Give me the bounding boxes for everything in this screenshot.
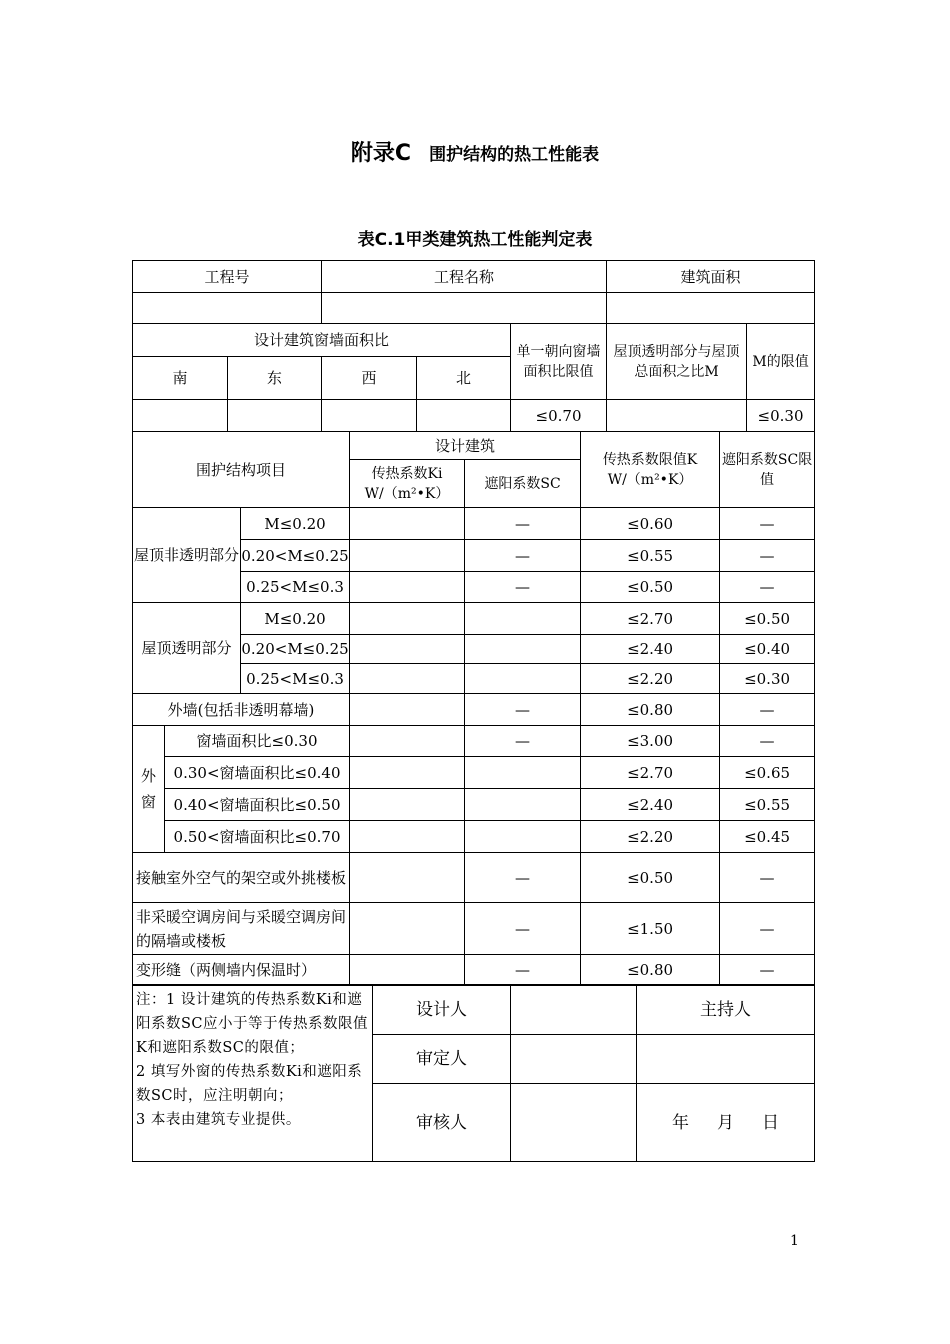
sc-input[interactable] — [465, 635, 581, 664]
ki-input[interactable] — [350, 726, 465, 757]
single-limit-value: ≤0.70 — [511, 400, 607, 432]
k-limit-value: ≤0.50 — [581, 572, 720, 603]
sc-limit-value: — — [720, 726, 815, 757]
roof-ratio-value[interactable] — [607, 400, 747, 432]
k-limit-value: ≤0.80 — [581, 955, 720, 985]
page-number: 1 — [790, 1233, 799, 1249]
sc-input[interactable] — [465, 664, 581, 694]
approver-label: 审定人 — [373, 1035, 511, 1084]
sc-limit-value: — — [720, 508, 815, 540]
external-window-char-1: 外 — [140, 767, 156, 785]
row-sub: 0.25<M≤0.3 — [241, 572, 350, 603]
external-window-label — [133, 726, 165, 853]
month-label: 月 — [717, 1112, 734, 1133]
project-no-header: 工程号 — [133, 261, 322, 293]
k-limit-value: ≤2.40 — [581, 635, 720, 664]
designer-label: 设计人 — [373, 986, 511, 1035]
sc-input[interactable] — [465, 603, 581, 635]
supervisor-field[interactable] — [637, 1035, 815, 1084]
sc-limit-value: — — [720, 853, 815, 903]
m-limit-header: M的限值 — [747, 324, 815, 400]
row-sub: 0.25<M≤0.3 — [241, 664, 350, 694]
k-limit-value: ≤3.00 — [581, 726, 720, 757]
ki-input[interactable] — [350, 955, 465, 985]
ki-header — [350, 460, 465, 508]
row-sub: M≤0.20 — [241, 603, 350, 635]
sc-input[interactable] — [465, 789, 581, 821]
building-area-value[interactable] — [607, 293, 815, 324]
sc-header: 遮阳系数SC — [465, 460, 581, 508]
project-no-value[interactable] — [133, 293, 322, 324]
row-sub: 0.30<窗墙面积比≤0.40 — [165, 757, 350, 789]
project-header-table — [132, 260, 815, 432]
row-sub: 非采暖空调房间与采暖空调房间的隔墙或楼板 — [133, 903, 350, 955]
row-sub: 0.20<M≤0.25 — [241, 635, 350, 664]
approver-field[interactable] — [511, 1035, 637, 1084]
table-caption: 表C.1甲类建筑热工性能判定表 — [357, 230, 593, 250]
sc-limit-value: — — [720, 572, 815, 603]
note-1: 注：1 设计建筑的传热系数Ki和遮阳系数SC应小于等于传热系数限值K和遮阳系数SC的限值； — [136, 992, 369, 1056]
sc-limit-value: ≤0.30 — [720, 664, 815, 694]
sc-limit-value: ≤0.65 — [720, 757, 815, 789]
row-sub: 接触室外空气的架空或外挑楼板 — [133, 853, 350, 903]
note-3: 3 本表由建筑专业提供。 — [136, 1112, 301, 1128]
k-limit-unit: W/（m²•K） — [607, 471, 693, 488]
roof-transparent-label: 屋顶透明部分 — [133, 603, 241, 694]
m-limit-value: ≤0.30 — [747, 400, 815, 432]
east-header: 东 — [228, 357, 322, 400]
ki-input[interactable] — [350, 635, 465, 664]
signature-table — [132, 985, 815, 1162]
note-2: 2 填写外窗的传热系数Ki和遮阳系数SC时，应注明朝向； — [136, 1064, 363, 1104]
row-sub: 窗墙面积比≤0.30 — [165, 726, 350, 757]
ki-input[interactable] — [350, 572, 465, 603]
design-ratio-title: 设计建筑窗墙面积比 — [133, 324, 511, 357]
project-name-header: 工程名称 — [322, 261, 607, 293]
sc-limit-value: ≤0.40 — [720, 635, 815, 664]
sc-input[interactable] — [465, 757, 581, 789]
ki-input[interactable] — [350, 757, 465, 789]
k-limit-value: ≤2.70 — [581, 757, 720, 789]
ki-input[interactable] — [350, 789, 465, 821]
sc-limit-value: ≤0.45 — [720, 821, 815, 853]
row-sub: 0.40<窗墙面积比≤0.50 — [165, 789, 350, 821]
supervisor-label: 主持人 — [637, 986, 815, 1035]
design-header: 设计建筑 — [350, 432, 581, 460]
project-name-value[interactable] — [322, 293, 607, 324]
sc-input[interactable] — [465, 821, 581, 853]
k-limit-value: ≤2.40 — [581, 789, 720, 821]
sc-value: — — [465, 508, 581, 540]
row-sub: M≤0.20 — [241, 508, 350, 540]
ki-label: 传热系数Ki — [371, 465, 443, 482]
sc-limit-value: — — [720, 955, 815, 985]
south-header: 南 — [133, 357, 228, 400]
ki-input[interactable] — [350, 603, 465, 635]
ki-input[interactable] — [350, 853, 465, 903]
ki-unit: W/（m²•K） — [364, 485, 450, 502]
east-value[interactable] — [228, 400, 322, 432]
sc-value: — — [465, 955, 581, 985]
sc-value: — — [465, 726, 581, 757]
k-limit-value: ≤2.20 — [581, 664, 720, 694]
ki-input[interactable] — [350, 821, 465, 853]
day-label: 日 — [762, 1112, 779, 1133]
designer-field[interactable] — [511, 986, 637, 1035]
page-title — [0, 136, 950, 167]
sc-limit-value: — — [720, 540, 815, 572]
reviewer-label: 审核人 — [373, 1084, 511, 1162]
k-limit-value: ≤0.55 — [581, 540, 720, 572]
north-value[interactable] — [417, 400, 511, 432]
ki-input[interactable] — [350, 664, 465, 694]
row-sub: 0.50<窗墙面积比≤0.70 — [165, 821, 350, 853]
appendix-subtitle: 围护结构的热工性能表 — [429, 145, 600, 165]
sc-value: — — [465, 572, 581, 603]
single-orientation-header: 单一朝向窗墙面积比限值 — [511, 324, 607, 400]
year-label: 年 — [672, 1112, 689, 1133]
date-field[interactable] — [637, 1084, 815, 1162]
k-limit-label: 传热系数限值K — [602, 451, 698, 468]
sc-limit-value: — — [720, 903, 815, 955]
k-limit-value: ≤2.20 — [581, 821, 720, 853]
sc-value: — — [465, 694, 581, 726]
sc-value: — — [465, 853, 581, 903]
appendix-title: 附录C — [350, 141, 412, 166]
ki-input[interactable] — [350, 540, 465, 572]
building-area-header: 建筑面积 — [607, 261, 815, 293]
reviewer-field[interactable] — [511, 1084, 637, 1162]
roof-opaque-label: 屋顶非透明部分 — [133, 508, 241, 603]
sc-value: — — [465, 903, 581, 955]
k-limit-value: ≤2.70 — [581, 603, 720, 635]
row-sub: 0.20<M≤0.25 — [241, 540, 350, 572]
sc-limit-header: 遮阳系数SC限值 — [720, 432, 815, 508]
west-value[interactable] — [322, 400, 417, 432]
footnotes — [133, 986, 373, 1162]
ki-input[interactable] — [350, 903, 465, 955]
sc-limit-value: ≤0.50 — [720, 603, 815, 635]
k-limit-header — [581, 432, 720, 508]
ki-input[interactable] — [350, 694, 465, 726]
sc-value: — — [465, 540, 581, 572]
ki-input[interactable] — [350, 508, 465, 540]
external-window-char-2: 窗 — [140, 793, 156, 811]
thermal-performance-table — [132, 431, 815, 985]
north-header: 北 — [417, 357, 511, 400]
k-limit-value: ≤1.50 — [581, 903, 720, 955]
item-header: 围护结构项目 — [133, 432, 350, 508]
k-limit-value: ≤0.60 — [581, 508, 720, 540]
sc-limit-value: ≤0.55 — [720, 789, 815, 821]
south-value[interactable] — [133, 400, 228, 432]
external-wall-label: 外墙(包括非透明幕墙) — [133, 694, 350, 726]
k-limit-value: ≤0.80 — [581, 694, 720, 726]
sc-limit-value: — — [720, 694, 815, 726]
k-limit-value: ≤0.50 — [581, 853, 720, 903]
row-sub: 变形缝（两侧墙内保温时） — [133, 955, 350, 985]
west-header: 西 — [322, 357, 417, 400]
roof-ratio-header: 屋顶透明部分与屋顶总面积之比M — [607, 324, 747, 400]
